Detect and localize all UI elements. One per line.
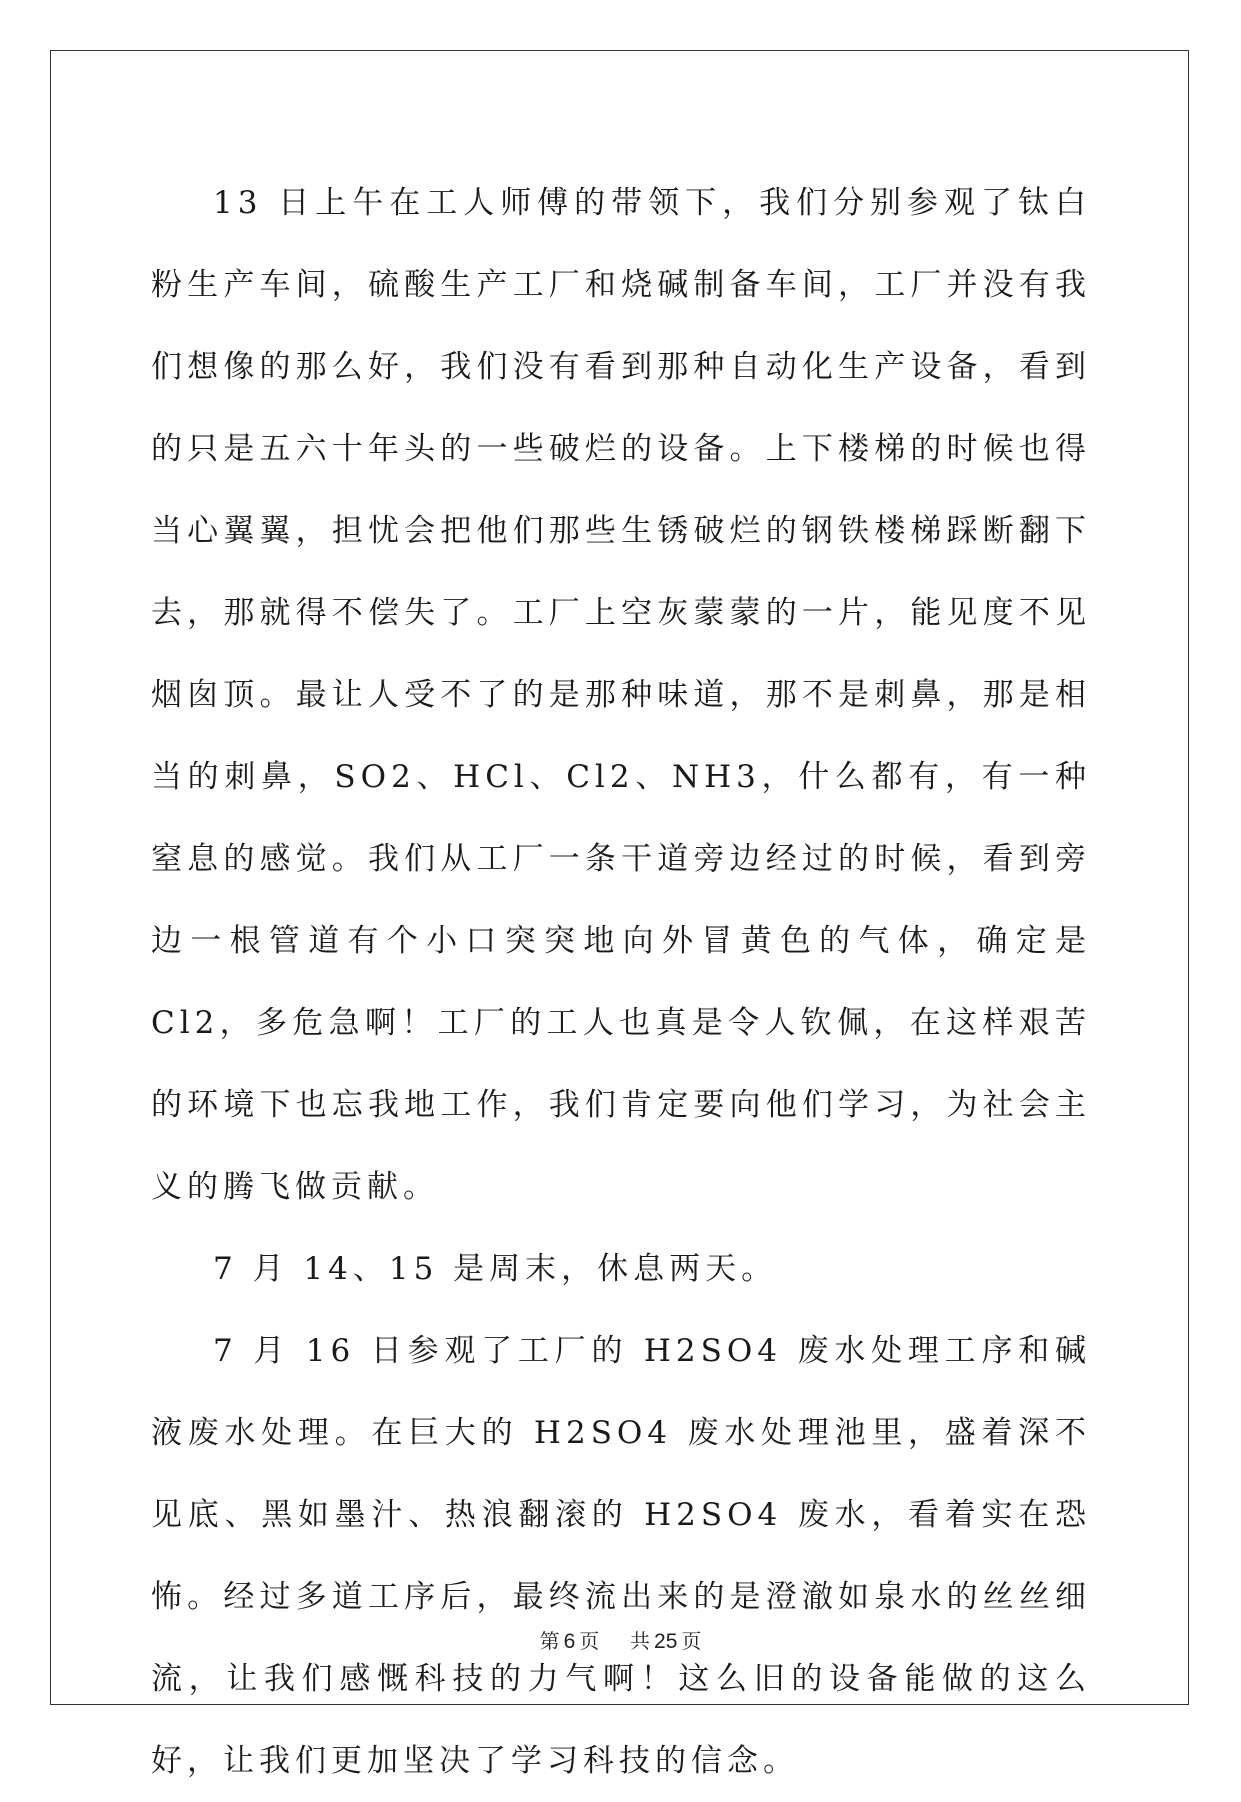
- page-number: 6: [563, 1630, 576, 1653]
- page-suffix: 页: [579, 1629, 600, 1653]
- document-body: [151, 162, 1091, 1802]
- total-prefix: 共: [630, 1629, 651, 1653]
- paragraph-weekend: 7 月 14、15 是周末，休息两天。: [213, 1251, 778, 1287]
- page-prefix: 第: [539, 1629, 560, 1653]
- paragraph-wastewater: 7 月 16 日参观了工厂的 H2SO4 废水处理工序和碱液废水处理。在巨大的 H2SO4 废水处理池里，盛着深不见底、黑如墨汁、热浪翻滚的 H2SO4 废水，看着实在恐怖。经过多道工序后，最终流出来的是澄澈如泉水的丝丝细流，让我们感慨科技的力气啊！这么旧的设备能做的这么好，让我们更加坚决了学习科技的信念。: [151, 1333, 1091, 1779]
- total-pages: 25: [654, 1630, 678, 1653]
- page-footer: [0, 1625, 1241, 1654]
- total-suffix: 页: [681, 1629, 702, 1653]
- paragraph-factory-visit: 13 日上午在工人师傅的带领下，我们分别参观了钛白 粉生产车间，硫酸生产工厂和烧碱制备车间，工厂并没有我们想像的那么好，我们没有看到那种自动化生产设备，看到的只是五六十年头的一些破烂的设备。上下楼梯的时候也得当心翼翼，担忧会把他们那些生锈破烂的钢铁楼梯踩断翻下去，那就得不偿失了。工厂上空灰蒙蒙的一片，能见度不见烟囱顶。最让人受不了的是那种味道，那不是刺鼻，那是相当的刺鼻，SO2、HCl、Cl2、NH3，什么都有，有一种窒息的感觉。我们从工厂一条干道旁边经过的时候，看到旁边一根管道有个小口突突地向外冒黄色的气体，确定是 Cl2，多危急啊！工厂的工人也真是令人钦佩，在这样艰苦的环境下也忘我地工作，我们肯定要向他们学习，为社会主义的腾飞做贡献。: [151, 185, 1091, 1205]
